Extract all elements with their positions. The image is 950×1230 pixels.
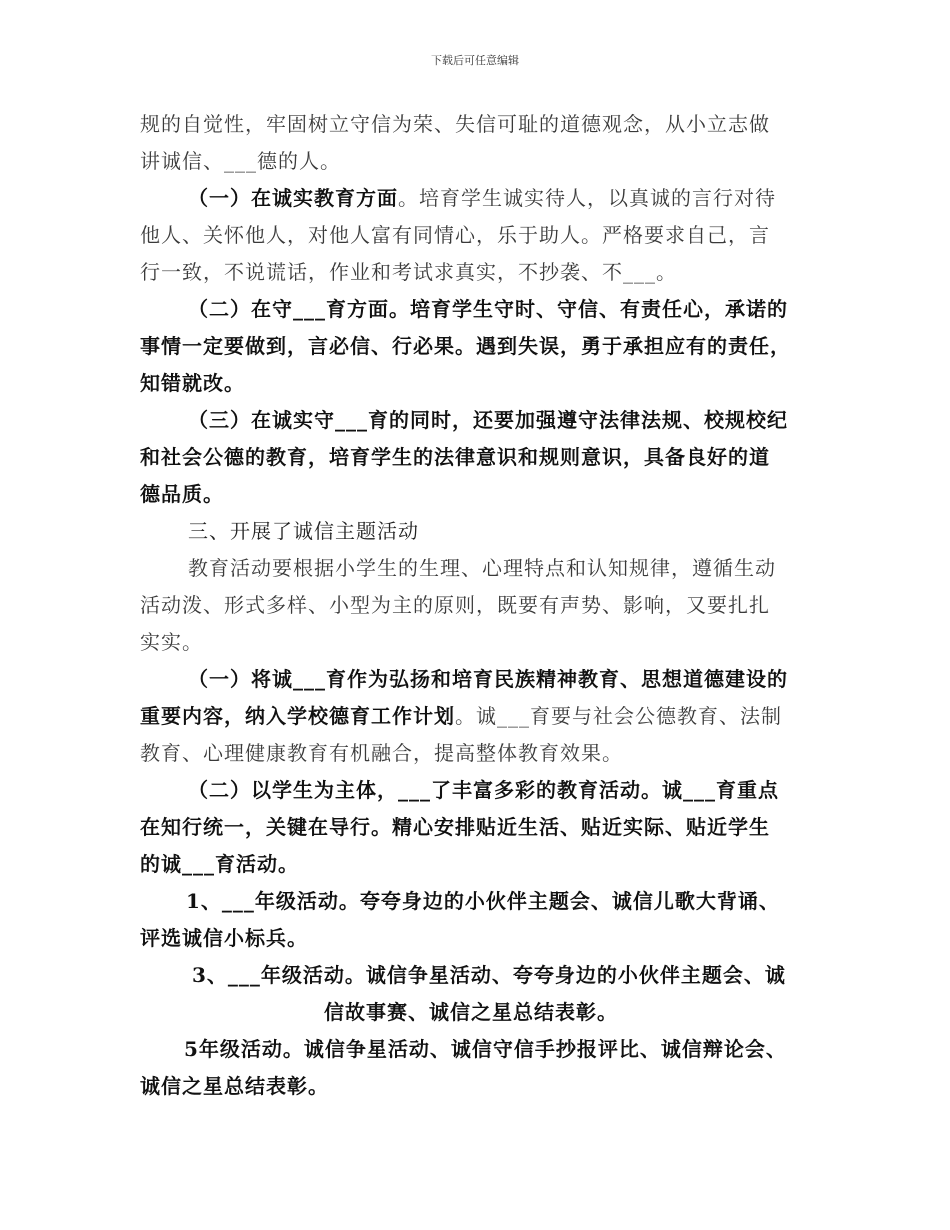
paragraph-line: 他人、关怀他人，对他人富有同情心，乐于助人。严格要求自己，言 xyxy=(140,223,770,247)
paragraph-line: 德品质。 xyxy=(140,482,224,506)
paragraph-line: 事情一定要做到，言必信、行必果。遇到失误，勇于承担应有的责任， xyxy=(140,334,791,358)
paragraph-line: 活动泼、形式多样、小型为主的原则，既要有声势、影响，又要扎扎 xyxy=(140,593,770,617)
paragraph-line: （三）在诚实守___育的同时，还要加强遵守法律法规、校规校纪 xyxy=(188,408,788,432)
section-heading: （一）在诚实教育方面 xyxy=(188,186,398,210)
paragraph-line: 知错就改。 xyxy=(140,371,245,395)
paragraph-line xyxy=(140,698,812,735)
list-item-continuation: 诚信之星总结表彰。 xyxy=(140,1074,329,1098)
list-item-continuation: 信故事赛、诚信之星总结表彰。 xyxy=(324,1000,618,1024)
list-item-continuation: 评选诚信小标兵。 xyxy=(140,926,308,950)
paragraph-line: 教育、心理健康教育有机融合，提高整体教育效果。 xyxy=(140,741,623,765)
section-title: 三、开展了诚信主题活动 xyxy=(188,519,419,543)
paragraph-text: 。诚___育要与社会公德教育、法制 xyxy=(455,704,782,728)
paragraph-line: 实实。 xyxy=(140,630,203,654)
paragraph-line: 讲诚信、___德的人。 xyxy=(140,149,341,173)
paragraph-line xyxy=(140,180,812,217)
paragraph-line: 规的自觉性，牢固树立守信为荣、失信可耻的道德观念，从小立志做 xyxy=(140,112,770,136)
paragraph-line: 教育活动要根据小学生的生理、心理特点和认知规律，遵循生动 xyxy=(188,556,776,580)
list-item: 5年级活动。诚信争星活动、诚信守信手抄报评比、诚信辩论会、 xyxy=(184,1037,787,1061)
list-item: 1、___年级活动。夸夸身边的小伙伴主题会、诚信儿歌大背诵、 xyxy=(186,889,780,913)
document-body xyxy=(140,106,812,1105)
list-item: 3、___年级活动。诚信争星活动、夸夸身边的小伙伴主题会、诚 xyxy=(192,963,786,987)
paragraph-line: （二）在守___育方面。培育学生守时、守信、有责任心，承诺的 xyxy=(188,297,788,321)
paragraph-bold-text: 重要内容，纳入学校德育工作计划 xyxy=(140,704,455,728)
paragraph-line: （一）将诚___育作为弘扬和培育民族精神教育、思想道德建设的 xyxy=(188,667,788,691)
paragraph-line: 的诚___育活动。 xyxy=(140,852,299,876)
paragraph-line: 在知行统一，关键在导行。精心安排贴近生活、贴近实际、贴近学生 xyxy=(140,815,770,839)
paragraph-text: 。培育学生诚实待人，以真诚的言行对待 xyxy=(398,186,776,210)
paragraph-line: （二）以学生为主体，___了丰富多彩的教育活动。诚___育重点 xyxy=(188,778,779,802)
paragraph-line: 行一致，不说谎话，作业和考试求真实，不抄袭、不___。 xyxy=(140,260,677,284)
page-header: 下载后可任意编辑 xyxy=(431,54,519,67)
paragraph-line: 和社会公德的教育，培育学生的法律意识和规则意识，具备良好的道 xyxy=(140,445,770,469)
